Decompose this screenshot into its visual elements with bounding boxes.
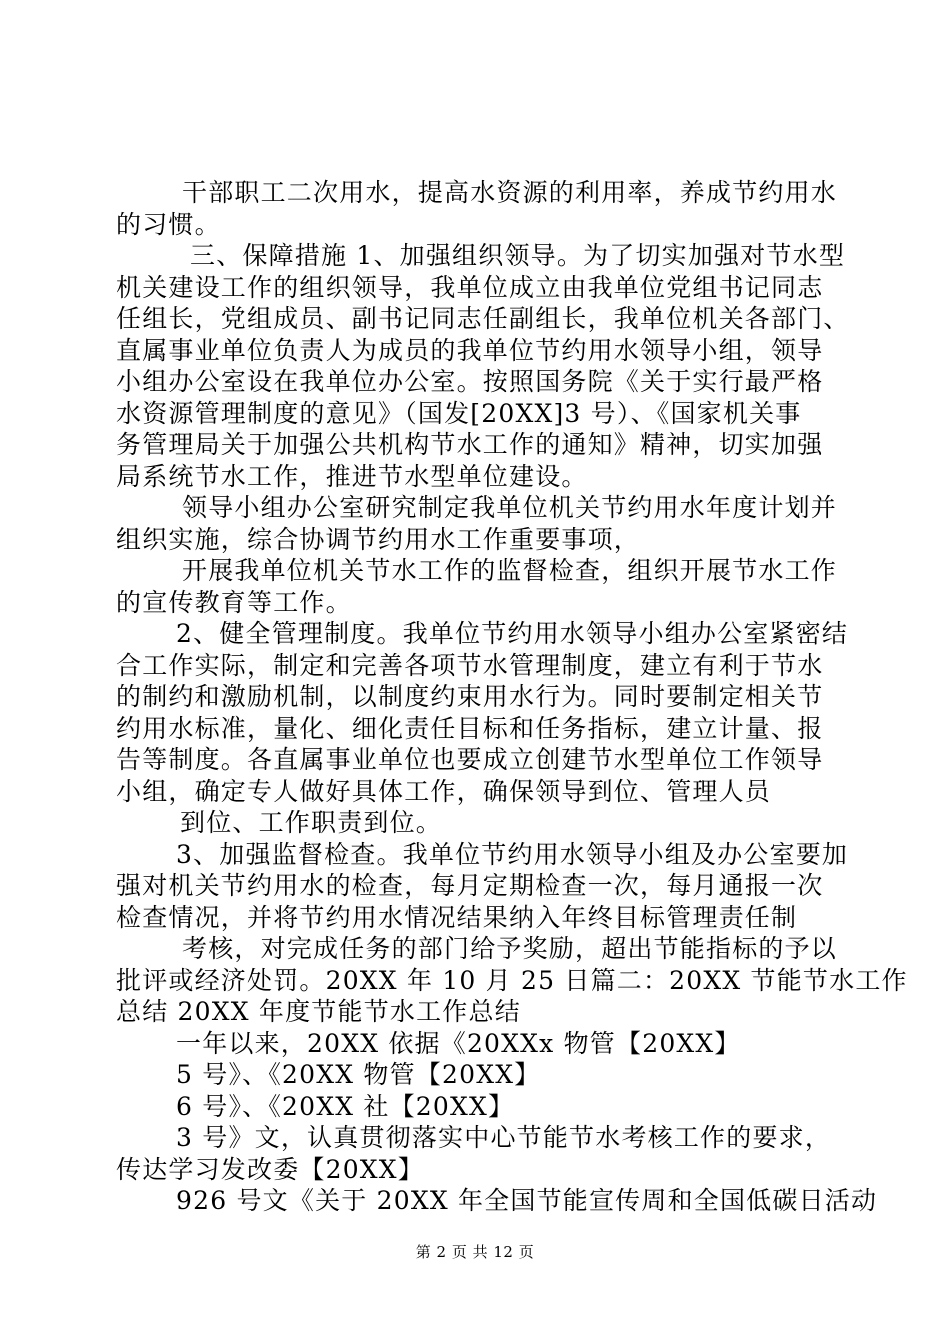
text-line: 926 号文《关于 20XX 年全国节能宣传周和全国低碳日活动 bbox=[176, 1186, 878, 1215]
text-line: 5 号》、《20XX 物管【20XX】 bbox=[176, 1060, 541, 1089]
text-line: 告等制度。各直属事业单位也要成立创建节水型单位工作领导 bbox=[116, 745, 824, 774]
text-line: 局系统节水工作，推进节水型单位建设。 bbox=[116, 462, 588, 491]
text-line: 到位、工作职责到位。 bbox=[180, 808, 443, 837]
text-line: 干部职工二次用水，提高水资源的利用率，养成节约用水 bbox=[182, 178, 838, 207]
text-line: 务管理局关于加强公共机构节水工作的通知》精神，切实加强 bbox=[116, 430, 824, 459]
text-line: 传达学习发改委【20XX】 bbox=[116, 1155, 425, 1184]
text-line: 机关建设工作的组织领导，我单位成立由我单位党组书记同志 bbox=[116, 273, 824, 302]
text-line: 水资源管理制度的意见》（国发[20XX]3 号）、《国家机关事 bbox=[116, 399, 802, 428]
text-line: 总结 20XX 年度节能节水工作总结 bbox=[116, 997, 521, 1026]
text-line: 三、保障措施 1、加强组织领导。为了切实加强对节水型 bbox=[190, 241, 846, 270]
text-line: 合工作实际，制定和完善各项节水管理制度，建立有利于节水 bbox=[116, 651, 824, 680]
page-number-footer: 第 2 页 共 12 页 bbox=[415, 1243, 535, 1261]
text-line: 小组，确定专人做好具体工作，确保领导到位、管理人员 bbox=[116, 777, 772, 806]
text-line: 6 号》、《20XX 社【20XX】 bbox=[176, 1092, 515, 1121]
text-line: 考核，对完成任务的部门给予奖励，超出节能指标的予以 bbox=[182, 934, 838, 963]
text-line: 的宣传教育等工作。 bbox=[116, 588, 352, 617]
text-line: 组织实施，综合协调节约用水工作重要事项， bbox=[116, 525, 641, 554]
text-line: 小组办公室设在我单位办公室。按照国务院《关于实行最严格 bbox=[116, 367, 824, 396]
text-line: 的制约和激励机制，以制度约束用水行为。同时要制定相关节 bbox=[116, 682, 824, 711]
text-line: 3 号》文，认真贯彻落实中心节能节水考核工作的要求， bbox=[176, 1123, 832, 1152]
text-line: 领导小组办公室研究制定我单位机关节约用水年度计划并 bbox=[182, 493, 838, 522]
text-line: 开展我单位机关节水工作的监督检查，组织开展节水工作 bbox=[182, 556, 838, 585]
text-line: 一年以来，20XX 依据《20XXx 物管【20XX】 bbox=[176, 1029, 741, 1058]
text-line: 检查情况，并将节约用水情况结果纳入年终目标管理责任制 bbox=[116, 903, 798, 932]
text-line: 约用水标准，量化、细化责任目标和任务指标，建立计量、报 bbox=[116, 714, 824, 743]
text-line: 直属事业单位负责人为成员的我单位节约用水领导小组，领导 bbox=[116, 336, 824, 365]
text-line: 2、健全管理制度。我单位节约用水领导小组办公室紧密结 bbox=[176, 619, 849, 648]
text-line: 的习惯。 bbox=[116, 210, 221, 239]
text-line: 3、加强监督检查。我单位节约用水领导小组及办公室要加 bbox=[176, 840, 849, 869]
text-line: 批评或经济处罚。20XX 年 10 月 25 日篇二：20XX 节能节水工作 bbox=[116, 966, 908, 995]
text-line: 任组长，党组成员、副书记同志任副组长，我单位机关各部门、 bbox=[116, 304, 850, 333]
text-line: 强对机关节约用水的检查，每月定期检查一次，每月通报一次 bbox=[116, 871, 824, 900]
